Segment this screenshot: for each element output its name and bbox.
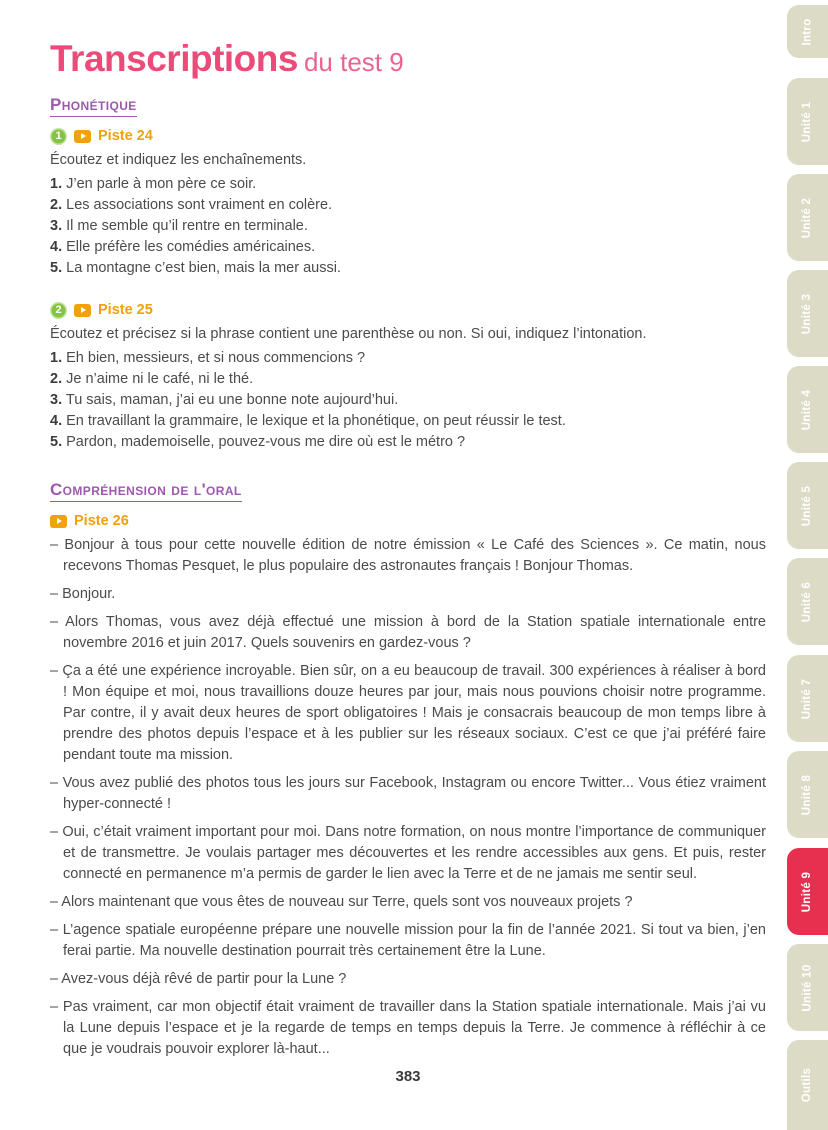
section-heading-text: Compréhension de l'oral (50, 480, 242, 502)
section-comprehension (50, 480, 766, 1060)
sidebar-tab-unite-3[interactable] (787, 270, 828, 357)
item-text: Les associations sont vraiment en colère. (66, 197, 333, 213)
section-heading-comprehension (50, 480, 766, 502)
piste-label: Piste 24 (98, 128, 153, 144)
activity-1 (50, 127, 766, 279)
dialogue-line: – Alors maintenant que vous êtes de nouveau sur Terre, quels sont vos nouveaux projets ? (50, 894, 633, 910)
play-icon (74, 130, 91, 143)
dialogue-line: – Bonjour à tous pour cette nouvelle édition de notre émission « Le Café des Sciences ». Ce matin, nous recevons Thomas Pesquet, le plus populaire des astronautes français ! Bonjour Thomas. (50, 537, 766, 574)
tab-label: Unité 10 (801, 963, 814, 1012)
item-text: Tu sais, maman, j’ai eu une bonne note aujourd’hui. (65, 392, 399, 408)
item-number: 2. (50, 371, 63, 387)
piste-label: Piste 26 (74, 513, 129, 529)
sidebar-tab-unite-8[interactable] (787, 751, 828, 838)
dialogue-line: – Avez-vous déjà rêvé de partir pour la Lune ? (50, 971, 347, 987)
tab-label: Unité 3 (801, 293, 814, 334)
item-number: 5. (50, 434, 63, 450)
tab-label: Unité 2 (801, 197, 814, 238)
sidebar-tab-unite-1[interactable] (787, 78, 828, 165)
section-heading-text: Phonétique (50, 95, 137, 117)
list-item (50, 174, 766, 195)
piste-label: Piste 25 (98, 302, 153, 318)
list-item (50, 432, 766, 453)
list-item (50, 390, 766, 411)
item-number: 4. (50, 239, 63, 255)
activity-number-badge: 2 (50, 302, 67, 319)
item-number: 1. (50, 350, 63, 366)
list-item (50, 411, 766, 432)
comprehension-piste-header (50, 512, 766, 530)
tab-label: Unité 6 (801, 581, 814, 622)
item-number: 4. (50, 413, 63, 429)
activity-2-instruction: Écoutez et précisez si la phrase contient une parenthèse ou non. Si oui, indiquez l’intonation. (50, 326, 647, 342)
tab-label: Unité 7 (801, 678, 814, 719)
sidebar-tab-unite-4[interactable] (787, 366, 828, 453)
tab-label: Unité 9 (801, 871, 814, 912)
list-item (50, 348, 766, 369)
activity-number-badge: 1 (50, 128, 67, 145)
dialogue-line: – L’agence spatiale européenne prépare une nouvelle mission pour la fin de l’année 2021. Si tout va bien, j’en ferai partie. Ma nouvelle destination pourrait très certainement être la Lune. (50, 922, 766, 959)
item-text: Il me semble qu’il rentre en terminale. (66, 218, 308, 234)
tab-label: Unité 1 (801, 101, 814, 142)
dialogue-line: – Vous avez publié des photos tous les jours sur Facebook, Instagram ou encore Twitter... Vous étiez vraiment hyper-connecté ! (50, 775, 766, 812)
play-icon (74, 304, 91, 317)
item-text: Eh bien, messieurs, et si nous commencions ? (66, 350, 366, 366)
play-icon (50, 515, 67, 528)
page-title-subtitle: du test 9 (303, 47, 404, 77)
sidebar-tab-unite-9[interactable] (787, 848, 828, 935)
item-text: Je n’aime ni le café, ni le thé. (66, 371, 254, 387)
item-number: 3. (50, 218, 63, 234)
activity-2-header (50, 301, 766, 319)
item-text: En travaillant la grammaire, le lexique et la phonétique, on peut réussir le test. (66, 413, 566, 429)
item-number: 5. (50, 260, 63, 276)
list-item (50, 216, 766, 237)
tab-label: Unité 5 (801, 485, 814, 526)
sidebar-tab-outils[interactable] (787, 1040, 828, 1130)
tab-label: Unité 4 (801, 389, 814, 430)
dialogue-line: – Alors Thomas, vous avez déjà effectué une mission à bord de la Station spatiale internationale entre novembre 2016 et juin 2017. Quels souvenirs en gardez-vous ? (50, 614, 766, 651)
section-phonetique (50, 95, 766, 453)
list-item (50, 195, 766, 216)
sidebar-tab-unite-10[interactable] (787, 944, 828, 1031)
item-number: 1. (50, 176, 63, 192)
page-title-main: Transcriptions (50, 38, 298, 79)
tab-label: Intro (801, 17, 814, 46)
page-number: 383 (395, 1068, 421, 1085)
tab-label: Outils (801, 1067, 814, 1103)
sidebar-tab-intro[interactable] (787, 5, 828, 58)
item-text: Pardon, mademoiselle, pouvez-vous me dire où est le métro ? (66, 434, 466, 450)
activity-1-header (50, 127, 766, 145)
dialogue-line: – Oui, c’était vraiment important pour moi. Dans notre formation, on nous montre l’importance de communiquer et de transmettre. Je voulais partager mes découvertes et les rendre accessibles aux gens. Et puis, rester connecté en permanence m’a permis de garder le lien avec la Terre et de ne jamais me sentir seul. (50, 824, 766, 882)
list-item (50, 369, 766, 390)
sidebar-tab-unite-2[interactable] (787, 174, 828, 261)
page-content (50, 40, 766, 1067)
item-text: La montagne c’est bien, mais la mer aussi. (66, 260, 341, 276)
list-item (50, 258, 766, 279)
item-text: Elle préfère les comédies américaines. (66, 239, 316, 255)
sidebar-tab-unite-5[interactable] (787, 462, 828, 549)
activity-2 (50, 301, 766, 453)
item-text: J’en parle à mon père ce soir. (66, 176, 257, 192)
sidebar-tab-unite-6[interactable] (787, 558, 828, 645)
page-title (50, 40, 766, 77)
tab-label: Unité 8 (801, 774, 814, 815)
dialogue-line: – Bonjour. (50, 586, 116, 602)
section-heading-phonetique (50, 95, 766, 117)
item-number: 2. (50, 197, 63, 213)
dialogue-line: – Pas vraiment, car mon objectif était vraiment de travailler dans la Station spatiale internationale. Mais j’ai vu la Lune depuis l’espace et je la regarde de temps en temps depuis la Terre. Je commence à réfléchir à ce que je voudrais pouvoir explorer là-haut... (50, 999, 766, 1057)
item-number: 3. (50, 392, 63, 408)
dialogue-line: – Ça a été une expérience incroyable. Bien sûr, on a eu beaucoup de travail. 300 expériences à réaliser à bord ! Mon équipe et moi, nous travaillions douze heures par jour, mais nous pouvions choisir notre programme. Par contre, il y avait deux heures de sport obligatoires ! Mais je consacrais beaucoup de mon temps libre à prendre des photos depuis l’espace et à les publier sur les réseaux sociaux. C’est ce que j’ai préféré faire pendant toute ma mission. (50, 663, 766, 763)
activity-1-instruction: Écoutez et indiquez les enchaînements. (50, 152, 307, 168)
sidebar-tab-unite-7[interactable] (787, 655, 828, 742)
list-item (50, 237, 766, 258)
